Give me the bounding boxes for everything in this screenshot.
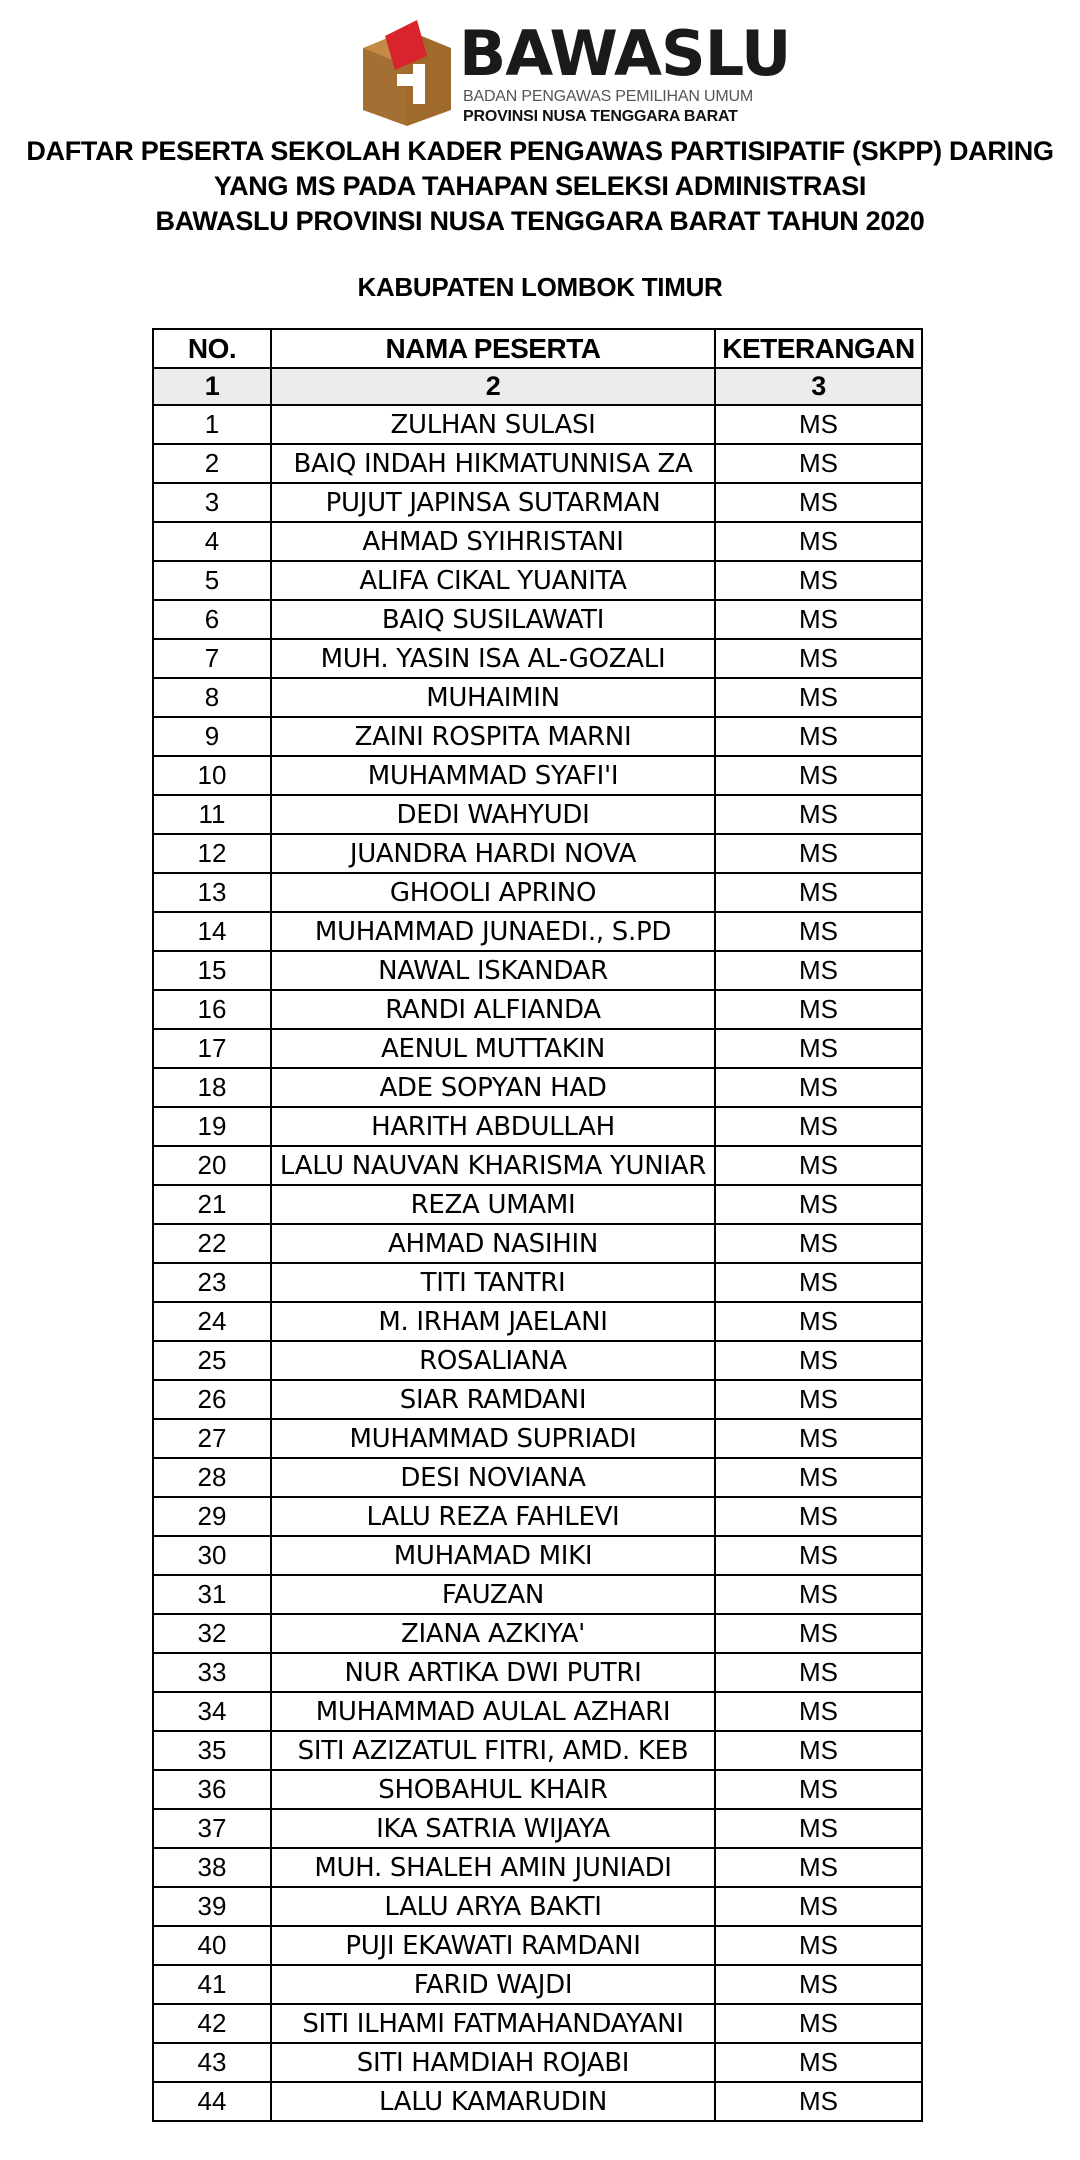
table-row bbox=[153, 1380, 922, 1419]
status-cell: MS bbox=[715, 1575, 922, 1614]
participant-name-cell: LALU NAUVAN KHARISMA YUNIAR bbox=[271, 1146, 715, 1185]
table-row bbox=[153, 1068, 922, 1107]
table-row bbox=[153, 756, 922, 795]
row-number-cell: 42 bbox=[153, 2004, 271, 2043]
logo-subtitle-province: PROVINSI NUSA TENGGARA BARAT bbox=[463, 108, 738, 125]
index-col-2: 2 bbox=[271, 368, 715, 405]
row-number-cell: 17 bbox=[153, 1029, 271, 1068]
table-row bbox=[153, 1497, 922, 1536]
row-number-cell: 39 bbox=[153, 1887, 271, 1926]
participant-name-cell: ZIANA AZKIYA' bbox=[271, 1614, 715, 1653]
row-number-cell: 43 bbox=[153, 2043, 271, 2082]
row-number-cell: 16 bbox=[153, 990, 271, 1029]
row-number-cell: 9 bbox=[153, 717, 271, 756]
participant-name-cell: FAUZAN bbox=[271, 1575, 715, 1614]
status-cell: MS bbox=[715, 1224, 922, 1263]
row-number-cell: 32 bbox=[153, 1614, 271, 1653]
status-cell: MS bbox=[715, 522, 922, 561]
row-number-cell: 37 bbox=[153, 1809, 271, 1848]
status-cell: MS bbox=[715, 1926, 922, 1965]
table-row bbox=[153, 1224, 922, 1263]
table-row bbox=[153, 1653, 922, 1692]
row-number-cell: 11 bbox=[153, 795, 271, 834]
participant-name-cell: MUHAMAD MIKI bbox=[271, 1536, 715, 1575]
status-cell: MS bbox=[715, 600, 922, 639]
participant-name-cell: TITI TANTRI bbox=[271, 1263, 715, 1302]
status-cell: MS bbox=[715, 990, 922, 1029]
ballot-box-icon bbox=[355, 14, 455, 132]
index-col-1: 1 bbox=[153, 368, 271, 405]
row-number-cell: 41 bbox=[153, 1965, 271, 2004]
row-number-cell: 14 bbox=[153, 912, 271, 951]
row-number-cell: 1 bbox=[153, 405, 271, 444]
table-row bbox=[153, 1926, 922, 1965]
row-number-cell: 18 bbox=[153, 1068, 271, 1107]
table-row bbox=[153, 1458, 922, 1497]
status-cell: MS bbox=[715, 756, 922, 795]
row-number-cell: 7 bbox=[153, 639, 271, 678]
row-number-cell: 5 bbox=[153, 561, 271, 600]
participant-name-cell: PUJI EKAWATI RAMDANI bbox=[271, 1926, 715, 1965]
participant-name-cell: BAIQ SUSILAWATI bbox=[271, 600, 715, 639]
table-row bbox=[153, 600, 922, 639]
table-row bbox=[153, 1692, 922, 1731]
status-cell: MS bbox=[715, 405, 922, 444]
participant-name-cell: ZULHAN SULASI bbox=[271, 405, 715, 444]
participant-name-cell: NUR ARTIKA DWI PUTRI bbox=[271, 1653, 715, 1692]
status-cell: MS bbox=[715, 1497, 922, 1536]
table-row bbox=[153, 1341, 922, 1380]
row-number-cell: 4 bbox=[153, 522, 271, 561]
table-row bbox=[153, 639, 922, 678]
status-cell: MS bbox=[715, 717, 922, 756]
table-row bbox=[153, 1185, 922, 1224]
participant-name-cell: PUJUT JAPINSA SUTARMAN bbox=[271, 483, 715, 522]
table-row bbox=[153, 1887, 922, 1926]
status-cell: MS bbox=[715, 912, 922, 951]
row-number-cell: 40 bbox=[153, 1926, 271, 1965]
participant-name-cell: MUHAIMIN bbox=[271, 678, 715, 717]
status-cell: MS bbox=[715, 795, 922, 834]
row-number-cell: 27 bbox=[153, 1419, 271, 1458]
participant-name-cell: BAIQ INDAH HIKMATUNNISA ZA bbox=[271, 444, 715, 483]
status-cell: MS bbox=[715, 1107, 922, 1146]
participant-table bbox=[152, 328, 923, 2122]
participant-name-cell: ROSALIANA bbox=[271, 1341, 715, 1380]
participant-name-cell: LALU KAMARUDIN bbox=[271, 2082, 715, 2121]
logo-wordmark: BAWASLU bbox=[459, 17, 791, 90]
status-cell: MS bbox=[715, 2004, 922, 2043]
status-cell: MS bbox=[715, 1458, 922, 1497]
row-number-cell: 24 bbox=[153, 1302, 271, 1341]
participant-name-cell: AHMAD NASIHIN bbox=[271, 1224, 715, 1263]
table-row bbox=[153, 1770, 922, 1809]
status-cell: MS bbox=[715, 1692, 922, 1731]
table-row bbox=[153, 1848, 922, 1887]
participant-name-cell: RANDI ALFIANDA bbox=[271, 990, 715, 1029]
participant-name-cell: M. IRHAM JAELANI bbox=[271, 1302, 715, 1341]
participant-name-cell: LALU REZA FAHLEVI bbox=[271, 1497, 715, 1536]
row-number-cell: 44 bbox=[153, 2082, 271, 2121]
participant-name-cell: MUHAMMAD JUNAEDI., S.PD bbox=[271, 912, 715, 951]
status-cell: MS bbox=[715, 1263, 922, 1302]
status-cell: MS bbox=[715, 1965, 922, 2004]
document-title-line-2: YANG MS PADA TAHAPAN SELEKSI ADMINISTRASI bbox=[213, 171, 867, 201]
table-row bbox=[153, 1536, 922, 1575]
table-row bbox=[153, 1575, 922, 1614]
row-number-cell: 26 bbox=[153, 1380, 271, 1419]
row-number-cell: 10 bbox=[153, 756, 271, 795]
table-row bbox=[153, 795, 922, 834]
row-number-cell: 21 bbox=[153, 1185, 271, 1224]
header-no: NO. bbox=[153, 329, 271, 368]
row-number-cell: 30 bbox=[153, 1536, 271, 1575]
participant-name-cell: ZAINI ROSPITA MARNI bbox=[271, 717, 715, 756]
table-index-row bbox=[153, 368, 922, 405]
participant-name-cell: MUH. YASIN ISA AL-GOZALI bbox=[271, 639, 715, 678]
row-number-cell: 34 bbox=[153, 1692, 271, 1731]
status-cell: MS bbox=[715, 2043, 922, 2082]
bawaslu-logo bbox=[355, 14, 791, 132]
table-row bbox=[153, 2082, 922, 2121]
row-number-cell: 31 bbox=[153, 1575, 271, 1614]
status-cell: MS bbox=[715, 2082, 922, 2121]
participant-name-cell: MUHAMMAD SYAFI'I bbox=[271, 756, 715, 795]
table-row bbox=[153, 912, 922, 951]
participant-name-cell: MUHAMMAD AULAL AZHARI bbox=[271, 1692, 715, 1731]
participant-name-cell: MUHAMMAD SUPRIADI bbox=[271, 1419, 715, 1458]
row-number-cell: 22 bbox=[153, 1224, 271, 1263]
participant-name-cell: SITI ILHAMI FATMAHANDAYANI bbox=[271, 2004, 715, 2043]
participant-name-cell: IKA SATRIA WIJAYA bbox=[271, 1809, 715, 1848]
status-cell: MS bbox=[715, 1614, 922, 1653]
table-row bbox=[153, 483, 922, 522]
status-cell: MS bbox=[715, 444, 922, 483]
table-body bbox=[153, 405, 922, 2121]
table-row bbox=[153, 2043, 922, 2082]
status-cell: MS bbox=[715, 834, 922, 873]
table-row bbox=[153, 561, 922, 600]
document-title-line-1: DAFTAR PESERTA SEKOLAH KADER PENGAWAS PARTISIPATIF (SKPP) DARING bbox=[26, 136, 1054, 166]
index-col-3: 3 bbox=[715, 368, 922, 405]
table-row bbox=[153, 1146, 922, 1185]
participant-name-cell: NAWAL ISKANDAR bbox=[271, 951, 715, 990]
row-number-cell: 38 bbox=[153, 1848, 271, 1887]
row-number-cell: 36 bbox=[153, 1770, 271, 1809]
row-number-cell: 29 bbox=[153, 1497, 271, 1536]
status-cell: MS bbox=[715, 951, 922, 990]
table-row bbox=[153, 1302, 922, 1341]
status-cell: MS bbox=[715, 1341, 922, 1380]
table-header-row bbox=[153, 329, 922, 368]
participant-name-cell: JUANDRA HARDI NOVA bbox=[271, 834, 715, 873]
row-number-cell: 35 bbox=[153, 1731, 271, 1770]
participant-name-cell: ALIFA CIKAL YUANITA bbox=[271, 561, 715, 600]
participant-name-cell: HARITH ABDULLAH bbox=[271, 1107, 715, 1146]
status-cell: MS bbox=[715, 1029, 922, 1068]
status-cell: MS bbox=[715, 1419, 922, 1458]
table-row bbox=[153, 1107, 922, 1146]
participant-name-cell: MUH. SHALEH AMIN JUNIADI bbox=[271, 1848, 715, 1887]
table-row bbox=[153, 522, 922, 561]
table-row bbox=[153, 2004, 922, 2043]
row-number-cell: 2 bbox=[153, 444, 271, 483]
regency-subtitle: KABUPATEN LOMBOK TIMUR bbox=[357, 272, 723, 302]
row-number-cell: 33 bbox=[153, 1653, 271, 1692]
status-cell: MS bbox=[715, 678, 922, 717]
table-row bbox=[153, 405, 922, 444]
participant-name-cell: AHMAD SYIHRISTANI bbox=[271, 522, 715, 561]
status-cell: MS bbox=[715, 1380, 922, 1419]
status-cell: MS bbox=[715, 1848, 922, 1887]
row-number-cell: 8 bbox=[153, 678, 271, 717]
participant-name-cell: AENUL MUTTAKIN bbox=[271, 1029, 715, 1068]
participant-name-cell: SHOBAHUL KHAIR bbox=[271, 1770, 715, 1809]
table-row bbox=[153, 990, 922, 1029]
row-number-cell: 19 bbox=[153, 1107, 271, 1146]
status-cell: MS bbox=[715, 1653, 922, 1692]
table-row bbox=[153, 444, 922, 483]
row-number-cell: 23 bbox=[153, 1263, 271, 1302]
table-row bbox=[153, 678, 922, 717]
table-row bbox=[153, 873, 922, 912]
status-cell: MS bbox=[715, 561, 922, 600]
participant-name-cell: SITI AZIZATUL FITRI, AMD. KEB bbox=[271, 1731, 715, 1770]
logo-subtitle-agency: BADAN PENGAWAS PEMILIHAN UMUM bbox=[463, 88, 753, 105]
table-row bbox=[153, 1965, 922, 2004]
table-row bbox=[153, 1029, 922, 1068]
participant-name-cell: DEDI WAHYUDI bbox=[271, 795, 715, 834]
table-row bbox=[153, 1263, 922, 1302]
status-cell: MS bbox=[715, 1770, 922, 1809]
status-cell: MS bbox=[715, 1887, 922, 1926]
row-number-cell: 12 bbox=[153, 834, 271, 873]
status-cell: MS bbox=[715, 1146, 922, 1185]
status-cell: MS bbox=[715, 1302, 922, 1341]
table-row bbox=[153, 1614, 922, 1653]
participant-name-cell: GHOOLI APRINO bbox=[271, 873, 715, 912]
table-row bbox=[153, 717, 922, 756]
status-cell: MS bbox=[715, 483, 922, 522]
status-cell: MS bbox=[715, 1068, 922, 1107]
header-name: NAMA PESERTA bbox=[271, 329, 715, 368]
participant-name-cell: FARID WAJDI bbox=[271, 1965, 715, 2004]
row-number-cell: 13 bbox=[153, 873, 271, 912]
participant-name-cell: SIAR RAMDANI bbox=[271, 1380, 715, 1419]
status-cell: MS bbox=[715, 873, 922, 912]
table-row bbox=[153, 1419, 922, 1458]
status-cell: MS bbox=[715, 1731, 922, 1770]
status-cell: MS bbox=[715, 1536, 922, 1575]
document-title-line-3: BAWASLU PROVINSI NUSA TENGGARA BARAT TAHUN 2020 bbox=[155, 206, 925, 236]
table-row bbox=[153, 1809, 922, 1848]
status-cell: MS bbox=[715, 1809, 922, 1848]
participant-name-cell: LALU ARYA BAKTI bbox=[271, 1887, 715, 1926]
participant-name-cell: ADE SOPYAN HAD bbox=[271, 1068, 715, 1107]
table-row bbox=[153, 951, 922, 990]
table-row bbox=[153, 834, 922, 873]
row-number-cell: 3 bbox=[153, 483, 271, 522]
row-number-cell: 25 bbox=[153, 1341, 271, 1380]
row-number-cell: 28 bbox=[153, 1458, 271, 1497]
participant-name-cell: DESI NOVIANA bbox=[271, 1458, 715, 1497]
status-cell: MS bbox=[715, 1185, 922, 1224]
row-number-cell: 6 bbox=[153, 600, 271, 639]
row-number-cell: 15 bbox=[153, 951, 271, 990]
header-keterangan: KETERANGAN bbox=[715, 329, 922, 368]
participant-name-cell: REZA UMAMI bbox=[271, 1185, 715, 1224]
participant-name-cell: SITI HAMDIAH ROJABI bbox=[271, 2043, 715, 2082]
status-cell: MS bbox=[715, 639, 922, 678]
row-number-cell: 20 bbox=[153, 1146, 271, 1185]
table-row bbox=[153, 1731, 922, 1770]
